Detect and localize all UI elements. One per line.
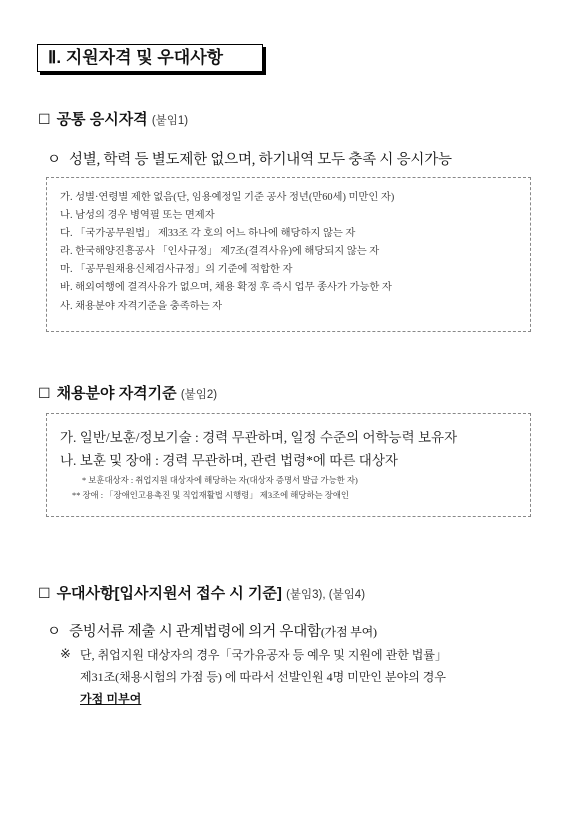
field-note-veteran: * 보훈대상자 : 취업지원 대상자에 해당하는 자(대상자 증명서 발급 가능한 자) xyxy=(82,476,358,485)
checkbox-square-icon: ☐ xyxy=(38,585,51,601)
bullet-circle-icon: ㅇ xyxy=(47,624,61,640)
section-title: Ⅱ. 지원자격 및 우대사항 xyxy=(37,44,263,72)
field-qualification-heading xyxy=(38,382,217,403)
common-qualification-ref: (붙임1) xyxy=(151,115,189,127)
common-qualification-title: 공통 응시자격 xyxy=(56,111,148,128)
reference-mark-icon: ※ xyxy=(60,646,71,661)
field-note-disability: ** 장애 : 「장애인고용촉진 및 직업재활법 시행령」 제3조에 해당하는 장애인 xyxy=(72,491,350,500)
preference-title: 우대사항[입사지원서 접수 시 기준] xyxy=(56,585,282,602)
common-bullet-text: 성별, 학력 등 별도제한 없으며, 하기내역 모두 충족 시 응시가능 xyxy=(69,152,452,168)
common-item-ra: 라. 한국해양진흥공사 「인사규정」 제7조(결격사유)에 해당되지 않는 자 xyxy=(60,246,380,257)
field-item-na: 나. 보훈 및 장애 : 경력 무관하며, 관련 법령*에 따른 대상자 xyxy=(60,453,398,468)
common-item-na: 나. 남성의 경우 병역필 또는 면제자 xyxy=(60,210,215,221)
preference-note-line1: 단, 취업지원 대상자의 경우「국가유공자 등 예우 및 지원에 관한 법률」 xyxy=(80,648,447,662)
common-item-ba: 바. 해외여행에 결격사유가 없으며, 채용 확정 후 즉시 업무 종사가 가능한 자 xyxy=(60,282,392,293)
bullet-circle-icon: ㅇ xyxy=(47,152,61,168)
common-qualification-heading xyxy=(38,108,188,129)
preference-refs: (붙임3), (붙임4) xyxy=(286,589,366,601)
common-item-ga: 가. 성별·연령별 제한 없음(단, 임용예정일 기준 공사 정년(만60세) 미만인 자) xyxy=(60,192,395,203)
preference-note-line3: 가점 미부여 xyxy=(80,692,142,706)
preference-heading xyxy=(38,582,365,603)
preference-bullet-line xyxy=(47,620,377,641)
checkbox-square-icon: ☐ xyxy=(38,385,51,401)
common-item-ma: 마. 「공무원채용신체검사규정」의 기준에 적합한 자 xyxy=(60,264,293,275)
field-item-ga: 가. 일반/보훈/정보기술 : 경력 무관하며, 일정 수준의 어학능력 보유자 xyxy=(60,430,458,445)
field-qualification-ref: (붙임2) xyxy=(180,389,218,401)
common-item-sa: 사. 채용분야 자격기준을 충족하는 자 xyxy=(60,301,223,312)
preference-bullet-suffix: (가점 부여) xyxy=(320,625,377,639)
field-qualification-title: 채용분야 자격기준 xyxy=(56,385,177,402)
common-item-da: 다. 「국가공무원법」 제33조 각 호의 어느 하나에 해당하지 않는 자 xyxy=(60,228,356,239)
checkbox-square-icon: ☐ xyxy=(38,111,51,127)
preference-bullet-text: 증빙서류 제출 시 관계법령에 의거 우대함 xyxy=(69,624,321,640)
common-bullet-line xyxy=(47,148,452,169)
preference-note-line2: 제31조(채용시험의 가점 등) 에 따라서 선발인원 4명 미만인 분야의 경우 xyxy=(80,670,446,684)
